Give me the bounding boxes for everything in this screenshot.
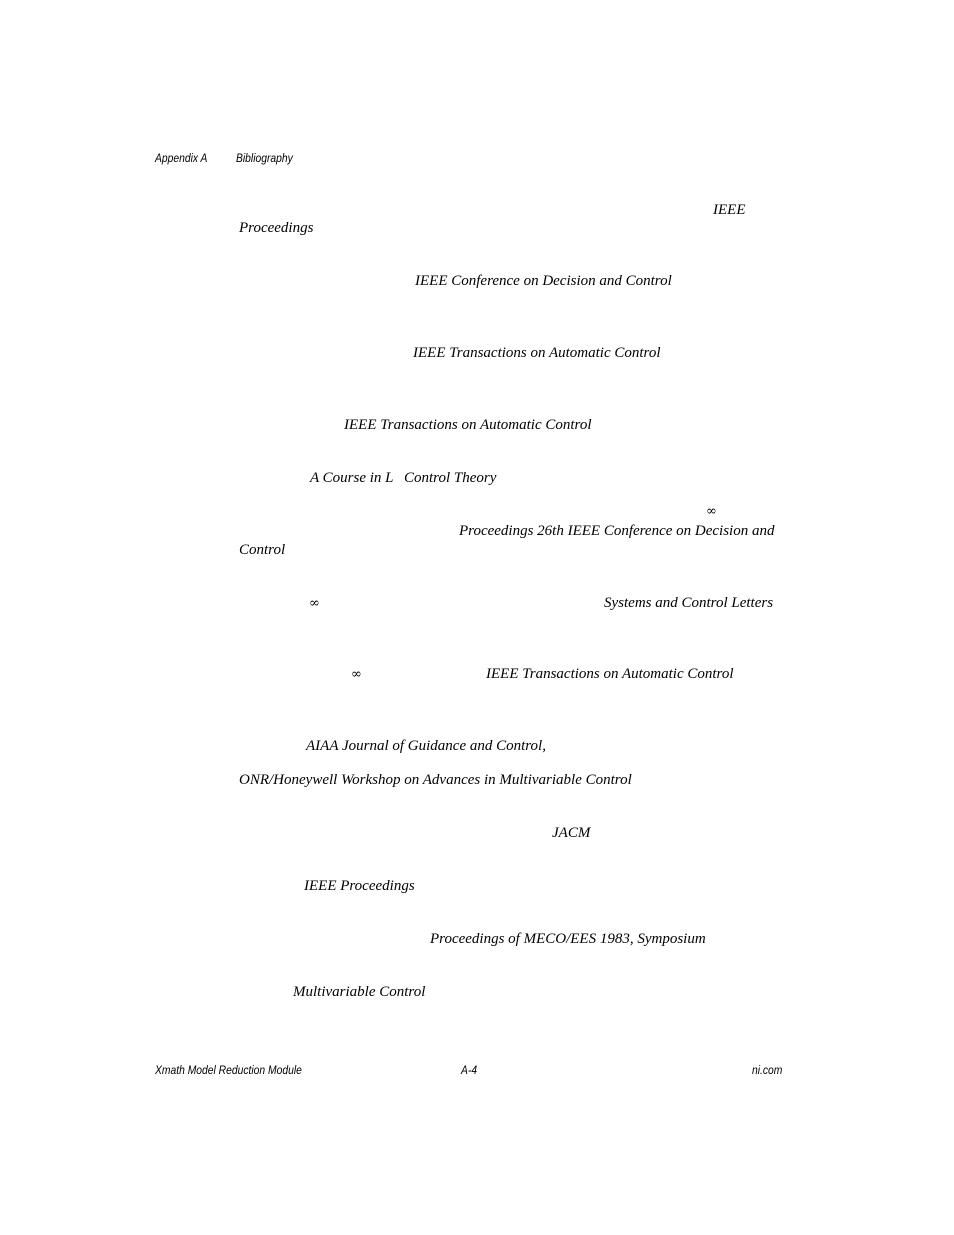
reference-fragment: JACM — [552, 825, 591, 841]
reference-fragment: Control — [239, 542, 286, 558]
infinity-symbol: ∞ — [351, 667, 362, 682]
reference-fragment: A Course in L — [310, 470, 394, 486]
reference-fragment: IEEE Proceedings — [304, 878, 415, 894]
footer-product-name: Xmath Model Reduction Module — [155, 1063, 302, 1077]
reference-fragment: Proceedings — [239, 220, 314, 236]
reference-fragment: IEEE — [713, 202, 746, 218]
reference-fragment: Control Theory — [404, 470, 497, 486]
reference-fragment: Systems and Control Letters — [604, 595, 774, 611]
reference-fragment: IEEE Conference on Decision and Control — [415, 273, 672, 289]
header-title: Bibliography — [236, 151, 293, 165]
reference-fragment: IEEE Transactions on Automatic Control — [344, 417, 592, 433]
header-section-label: Appendix A — [155, 151, 208, 165]
reference-fragment: IEEE Transactions on Automatic Control — [413, 345, 661, 361]
reference-fragment: AIAA Journal of Guidance and Control, — [306, 738, 546, 754]
footer-site-link[interactable]: ni.com — [752, 1063, 783, 1077]
reference-fragment: IEEE Transactions on Automatic Control — [486, 666, 734, 682]
infinity-symbol: ∞ — [706, 504, 717, 519]
infinity-symbol: ∞ — [309, 596, 320, 611]
reference-fragment: ONR/Honeywell Workshop on Advances in Multivariable Control — [239, 772, 632, 788]
footer-page-number: A-4 — [461, 1063, 478, 1077]
reference-fragment: Proceedings 26th IEEE Conference on Decision and — [459, 523, 775, 539]
reference-fragment: Multivariable Control — [293, 984, 426, 1000]
reference-fragment: Proceedings of MECO/EES 1983, Symposium — [430, 931, 706, 947]
